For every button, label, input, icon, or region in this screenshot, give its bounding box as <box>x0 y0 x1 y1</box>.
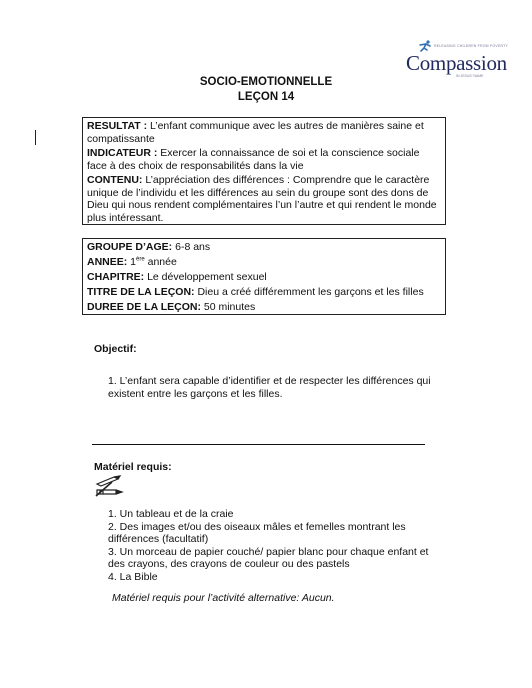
lesson-number: LEÇON 14 <box>237 91 295 103</box>
compassion-logo <box>400 40 509 80</box>
crayons-icon <box>94 475 124 499</box>
materiel-list <box>108 508 448 583</box>
materiel-heading: Matériel requis: <box>94 461 172 473</box>
annee-line <box>87 256 441 269</box>
annee-number: 1 <box>127 256 137 268</box>
groupe-value: 6-8 ans <box>172 241 211 253</box>
list-item: 3. Un morceau de papier couché/ papier blanc pour chaque enfant et des crayons, des crayons de couleur ou des pastels <box>108 545 429 570</box>
indicateur-label: INDICATEUR : <box>87 147 158 159</box>
annee-label: ANNEE: <box>87 256 128 268</box>
contenu-text: L’appréciation des différences : Comprendre que le caractère unique de l’individu et les différences au sein du groupe sont des dons de Dieu qui nous rendent complémentaires l’un l’autre et qui rendent le monde plus intéressant. <box>87 174 437 224</box>
groupe-line <box>87 241 441 254</box>
document-title: SOCIO-EMOTIONNELLE <box>199 76 333 88</box>
titre-label: TITRE DE LA LEÇON: <box>87 286 195 298</box>
logo-tagline: RELEASING CHILDREN FROM POVERTY <box>434 44 509 48</box>
list-item: 4. La Bible <box>108 570 158 583</box>
chapitre-value: Le développement sexuel <box>144 271 267 283</box>
resultat-line <box>87 120 441 145</box>
titre-value: Dieu a créé différemment les garçons et les filles <box>194 286 424 298</box>
chapitre-label: CHAPITRE: <box>87 271 145 283</box>
duree-line <box>87 301 441 314</box>
annee-rest: année <box>144 256 177 268</box>
resultat-text: L’enfant communique avec les autres de manières saine et compatissante <box>87 120 424 145</box>
indicateur-line <box>87 147 441 172</box>
indicateur-text: Exercer la connaissance de soi et la conscience sociale face à des choix de responsabilités dans la vie <box>87 147 420 172</box>
alternative-materials-note: Matériel requis pour l’activité alternative: Aucun. <box>112 592 335 604</box>
list-item: 1. Un tableau et de la craie <box>108 508 234 520</box>
titre-line <box>87 286 441 299</box>
chapitre-line <box>87 271 441 284</box>
resultat-label: RESULTAT : <box>87 120 148 132</box>
text-cursor <box>35 130 36 145</box>
duree-value: 50 minutes <box>200 301 256 313</box>
contenu-line <box>87 174 441 224</box>
objectif-heading: Objectif: <box>94 343 137 355</box>
objectif-item: 1. L’enfant sera capable d’identifier et de respecter les différences qui existent entre les garçons et les filles. <box>108 375 431 400</box>
lesson-info-box <box>82 238 446 315</box>
duree-label: DUREE DE LA LEÇON: <box>87 301 201 313</box>
lesson-outcome-box <box>82 117 446 225</box>
groupe-label: GROUPE D’AGE: <box>87 241 173 253</box>
logo-brand: Compassion <box>406 51 507 75</box>
annee-superscript: ère <box>136 256 145 263</box>
section-divider <box>92 444 425 445</box>
contenu-label: CONTENU: <box>87 174 143 186</box>
logo-subtitle: IN JESUS' NAME <box>456 74 484 78</box>
list-item: 2. Des images et/ou des oiseaux mâles et femelles montrant les différences (facultatif) <box>108 520 406 545</box>
